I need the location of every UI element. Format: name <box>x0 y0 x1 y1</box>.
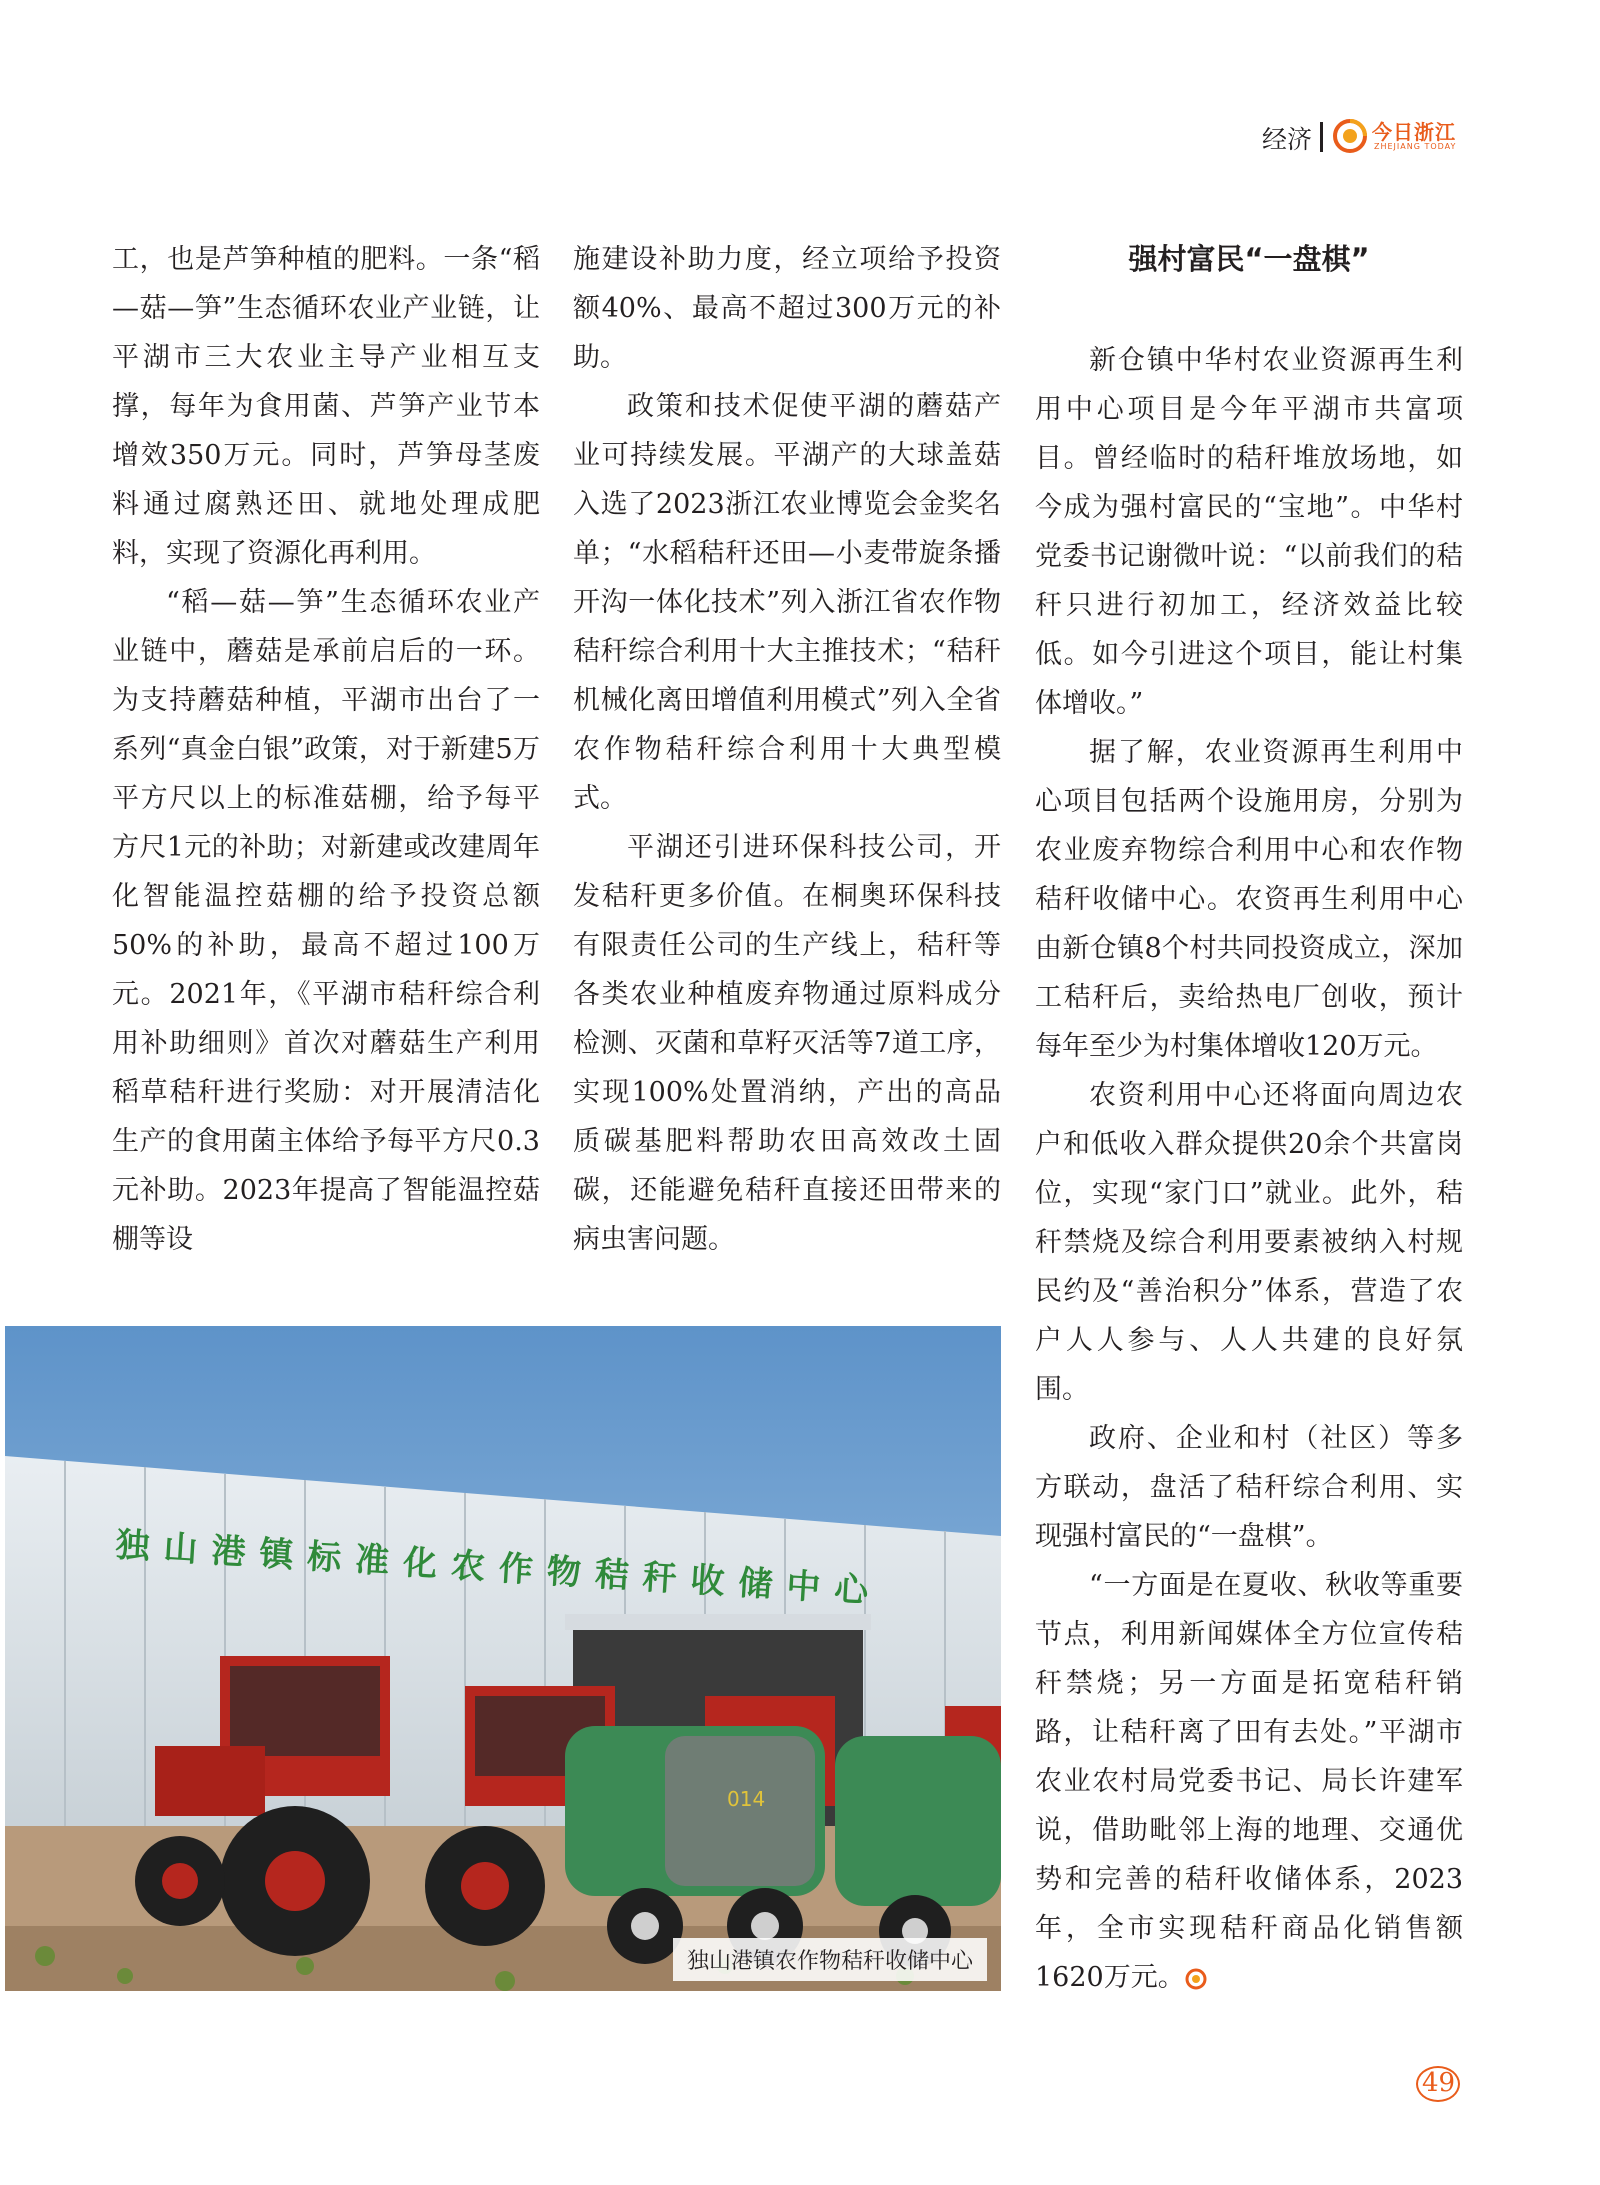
photo-caption: 独山港镇农作物秸秆收储中心 <box>673 1938 987 1981</box>
logo-title: 今日浙江 <box>1372 120 1456 144</box>
logo-swirl-icon <box>1332 118 1368 154</box>
logo-subtitle: ZHEJIANG TODAY <box>1374 142 1457 151</box>
paragraph: 平湖还引进环保科技公司，开发秸秆更多价值。在桐奥环保科技有限责任公司的生产线上，秸秆等各类农业种植废弃物通过原料成分检测、灭菌和草籽灭活等7道工序，实现100%处置消纳，产出的高品质碳基肥料帮助农田高效改土固碳，还能避免秸秆直接还田带来的病虫害问题。 <box>573 832 1001 1255</box>
paragraph: 据了解，农业资源再生利用中心项目包括两个设施用房，分别为农业废弃物综合利用中心和农作物秸秆收储中心。农资再生利用中心由新仓镇8个村共同投资成立，深加工秸秆后，卖给热电厂创收，预计每年至少为村集体增收120万元。 <box>1035 737 1463 1062</box>
paragraph: 政策和技术促使平湖的蘑菇产业可持续发展。平湖产的大球盖菇入选了2023浙江农业博览会金奖名单；“水稻秸秆还田—小麦带旋条播开沟一体化技术”列入浙江省农作物秸秆综合利用十大主推技术；“秸秆机械化离田增值利用模式”列入全省农作物秸秆综合利用十大典型模式。 <box>573 391 1001 814</box>
paragraph-text: “一方面是在夏收、秋收等重要节点，利用新闻媒体全方位宣传秸秆禁烧；另一方面是拓宽秸秆销路，让秸秆离了田有去处。”平湖市农业农村局党委书记、局长许建军说，借助毗邻上海的地理、交通优势和完善的秸秆收储体系，2023年，全市实现秸秆商品化销售额1620万元。 <box>1035 1570 1463 1993</box>
paragraph: “稻—菇—笋”生态循环农业产业链中，蘑菇是承前启后的一环。为支持蘑菇种植，平湖市出台了一系列“真金白银”政策，对于新建5万平方尺以上的标准菇棚，给予每平方尺1元的补助；对新建或改建周年化智能温控菇棚的给予投资总额50%的补助，最高不超过100万元。2021年，《平湖市秸秆综合利用补助细则》首次对蘑菇生产利用稻草秸秆进行奖励：对开展清洁化生产的食用菌主体给予每平方尺0.3元补助。2023年提高了智能温控菇棚等设 <box>112 587 540 1255</box>
paragraph: 新仓镇中华村农业资源再生利用中心项目是今年平湖市共富项目。曾经临时的秸秆堆放场地，如今成为强村富民的“宝地”。中华村党委书记谢微叶说：“以前我们的秸秆只进行初加工，经济效益比较低。如今引进这个项目，能让村集体增收。” <box>1035 345 1463 719</box>
photo-storage-center <box>5 1326 1001 1991</box>
section-heading: 强村富民“一盘棋” <box>1128 242 1370 276</box>
page-number: 49 <box>1422 2068 1456 2098</box>
text-column-2 <box>573 235 1001 1264</box>
paragraph: 工，也是芦笋种植的肥料。一条“稻—菇—笋”生态循环农业产业链，让平湖市三大农业主导产业相互支撑，每年为食用菌、芦笋产业节本增效350万元。同时，芦笋母茎废料通过腐熟还田、就地处理成肥料，实现了资源化再利用。 <box>112 244 540 569</box>
building-sign-text: 独山港镇标准化农作物秸秆收储中心 <box>114 1525 884 1612</box>
text-column-3 <box>1035 235 1463 2002</box>
header-divider <box>1320 122 1323 152</box>
section-label: 经济 <box>1262 125 1313 154</box>
paragraph: 农资利用中心还将面向周边农户和低收入群众提供20余个共富岗位，实现“家门口”就业。此外，秸秆禁烧及综合利用要素被纳入村规民约及“善治积分”体系，营造了农户人人参与、人人共建的良好氛围。 <box>1035 1080 1463 1405</box>
end-mark-icon <box>1185 1968 1207 1990</box>
photo-illustration <box>5 1326 1001 1991</box>
paragraph-final <box>1035 1561 1463 2002</box>
text-column-1 <box>112 235 540 1264</box>
paragraph: 政府、企业和村（社区）等多方联动，盘活了秸秆综合利用、实现强村富民的“一盘棋”。 <box>1035 1423 1463 1552</box>
paragraph: 施建设补助力度，经立项给予投资额40%、最高不超过300万元的补助。 <box>573 244 1001 373</box>
magazine-logo <box>1332 116 1472 160</box>
baler-number: 014 <box>727 1787 766 1811</box>
